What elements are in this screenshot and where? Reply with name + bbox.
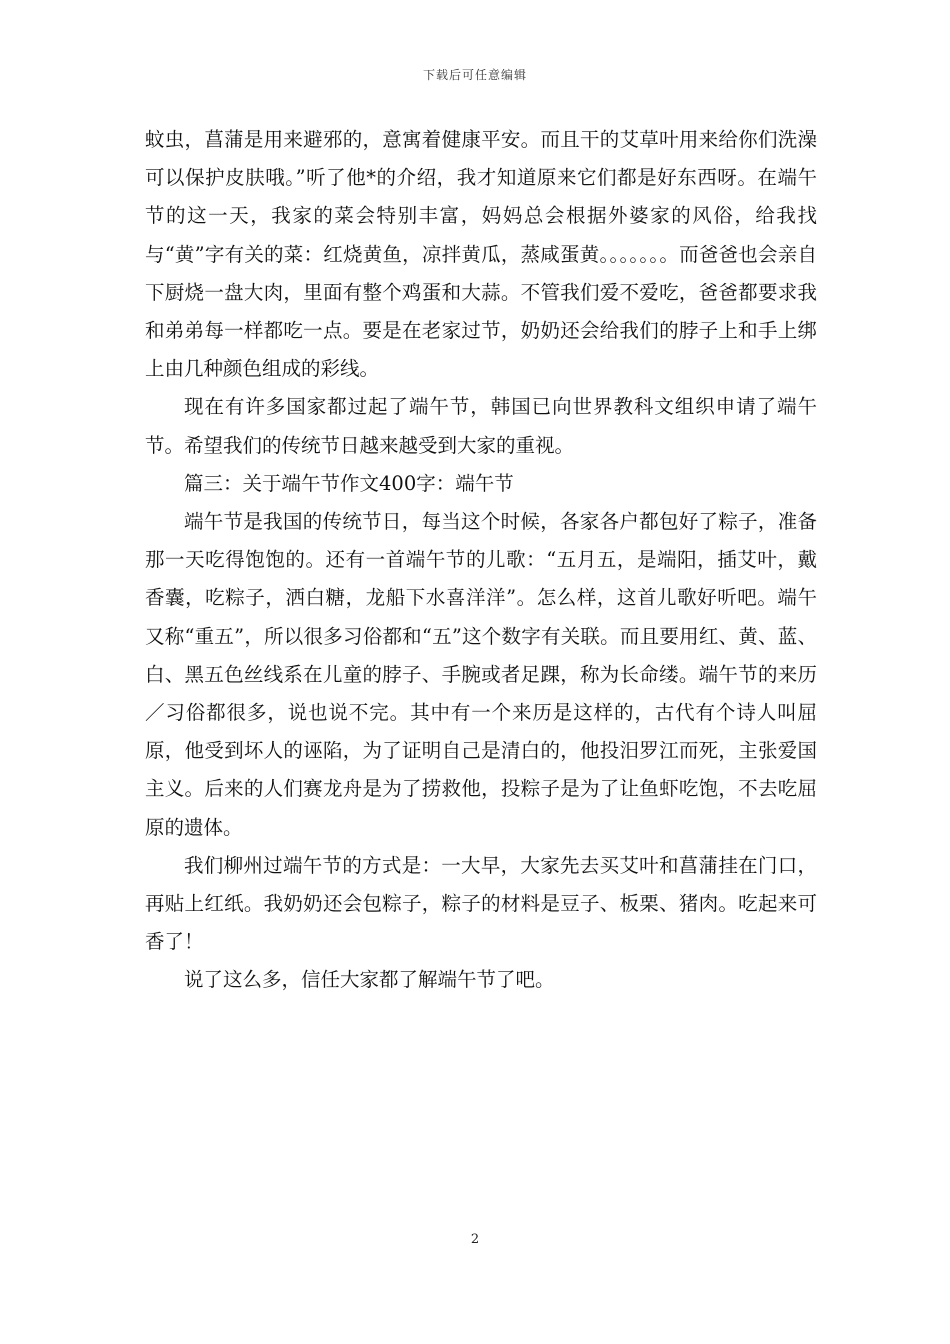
paragraph: 说了这么多，信任大家都了解端午节了吧。 bbox=[184, 968, 555, 992]
document-body bbox=[145, 121, 817, 1000]
page-number: 2 bbox=[470, 1232, 480, 1247]
paragraph: 我们柳州过端午节的方式是：一大早，大家先去买艾叶和菖蒲挂在门口，再贴上红纸。我奶奶还会包粽子，粽子的材料是豆子、板栗、猪肉。吃起来可香了！ bbox=[145, 853, 817, 954]
paragraph: 端午节是我国的传统节日，每当这个时候，各家各户都包好了粽子，准备那一天吃得饱饱的。还有一首端午节的儿歌：“五月五，是端阳，插艾叶，戴香囊，吃粽子，洒白糖，龙船下水喜洋洋”。怎么样，这首儿歌好听吧。端午又称“重五”，所以很多习俗都和“五”这个数字有关联。而且要用红、黄、蓝、白、黑五色丝线系在儿童的脖子、手腕或者足踝，称为长命缕。端午节的来历／习俗都很多，说也说不完。其中有一个来历是这样的，古代有个诗人叫屈原，他受到坏人的诬陷，为了证明自己是清白的，他投汨罗江而死，主张爱国主义。后来的人们赛龙舟是为了捞救他，投粽子是为了让鱼虾吃饱，不去吃屈原的遗体。 bbox=[145, 510, 817, 839]
paragraph: 现在有许多国家都过起了端午节，韩国已向世界教科文组织申请了端午节。希望我们的传统节日越来越受到大家的重视。 bbox=[145, 395, 817, 457]
paragraph-continued: 蚊虫，菖蒲是用来避邪的，意寓着健康平安。而且干的艾草叶用来给你们洗澡可以保护皮肤哦。”听了他*的介绍，我才知道原来它们都是好东西呀。在端午节的这一天，我家的菜会特别丰富，妈妈总会根据外婆家的风俗，给我找与“黄”字有关的菜：红烧黄鱼，凉拌黄瓜，蒸咸蛋黄。。。。。。。而爸爸也会亲自下厨烧一盘大肉，里面有整个鸡蛋和大蒜。不管我们爱不爱吃，爸爸都要求我和弟弟每一样都吃一点。要是在老家过节，奶奶还会给我们的脖子上和手上绑上由几种颜色组成的彩线。 bbox=[145, 128, 817, 381]
section-heading: 篇三：关于端午节作文400字：端午节 bbox=[184, 471, 514, 495]
page-header: 下载后可任意编辑 bbox=[422, 68, 527, 82]
